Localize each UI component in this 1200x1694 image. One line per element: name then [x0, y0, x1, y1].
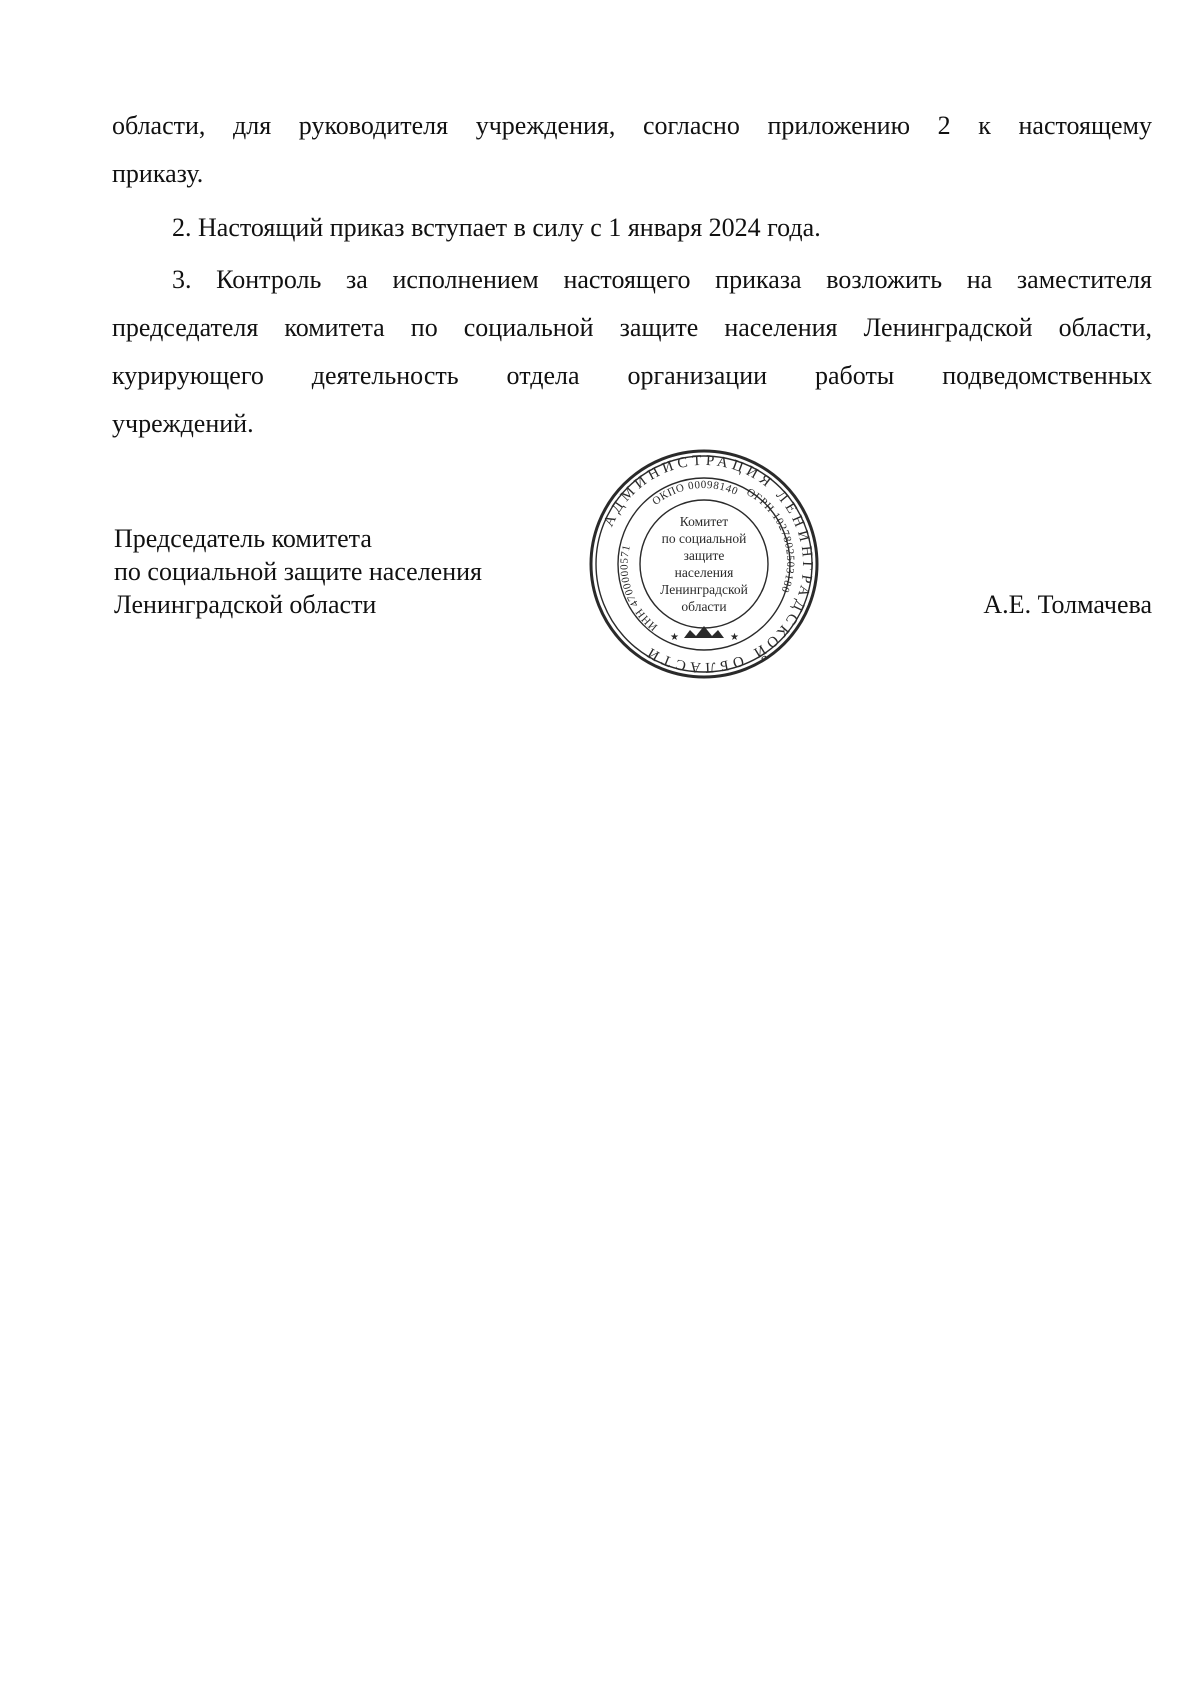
paragraph-1-line-2: приказу.: [112, 159, 204, 188]
seal-center-line-5: Ленинградской: [660, 582, 748, 597]
signatory-title-line-1: Председатель комитета: [114, 524, 372, 553]
paragraph-2-line: 2. Настоящий приказ вступает в силу с 1 января 2024 года.: [172, 213, 821, 242]
paragraph-3-line-4: учреждений.: [112, 409, 254, 438]
paragraph-1-continuation: [112, 102, 1152, 198]
seal-inner-top-text: ОКПО 00098140: [650, 478, 740, 508]
paragraph-3-line-2: председателя комитета по социальной защите населения Ленинградской области,: [112, 313, 1152, 342]
paragraph-3-line-3: курирующего деятельность отдела организации работы подведомственных: [112, 361, 1152, 390]
signatory-title-line-3: Ленинградской области: [114, 590, 377, 619]
signatory-name: А.Е. Толмачева: [983, 590, 1152, 619]
seal-outer-text: АДМИНИСТРАЦИЯ ЛЕНИНГРАДСКОЙ ОБЛАСТИ: [600, 452, 816, 676]
paragraph-3: [112, 256, 1152, 448]
svg-text:★: ★: [730, 632, 739, 643]
paragraph-2: [112, 204, 1152, 252]
paragraph-1-line-1: области, для руководителя учреждения, согласно приложению 2 к настоящему: [112, 111, 1152, 140]
seal-center-line-1: Комитет: [679, 514, 729, 529]
seal-center-line-3: защите: [683, 548, 725, 563]
seal-center-line-2: по социальной: [661, 531, 747, 546]
seal-center-line-4: населения: [674, 565, 734, 580]
paragraph-3-line-1: 3. Контроль за исполнением настоящего приказа возложить на заместителя: [172, 265, 1152, 294]
official-seal: [586, 448, 822, 680]
seal-inner-right-text: ОГРН 1027802503180: [744, 486, 797, 595]
signatory-title-line-2: по социальной защите населения: [114, 557, 483, 586]
seal-inner-left-text: ИНН 4700000571: [618, 543, 660, 634]
seal-center-line-6: области: [681, 599, 727, 614]
signatory-title: [114, 522, 482, 621]
seal-icon: [586, 448, 822, 680]
seal-emblem-icon: [670, 626, 739, 643]
svg-text:★: ★: [670, 632, 679, 643]
